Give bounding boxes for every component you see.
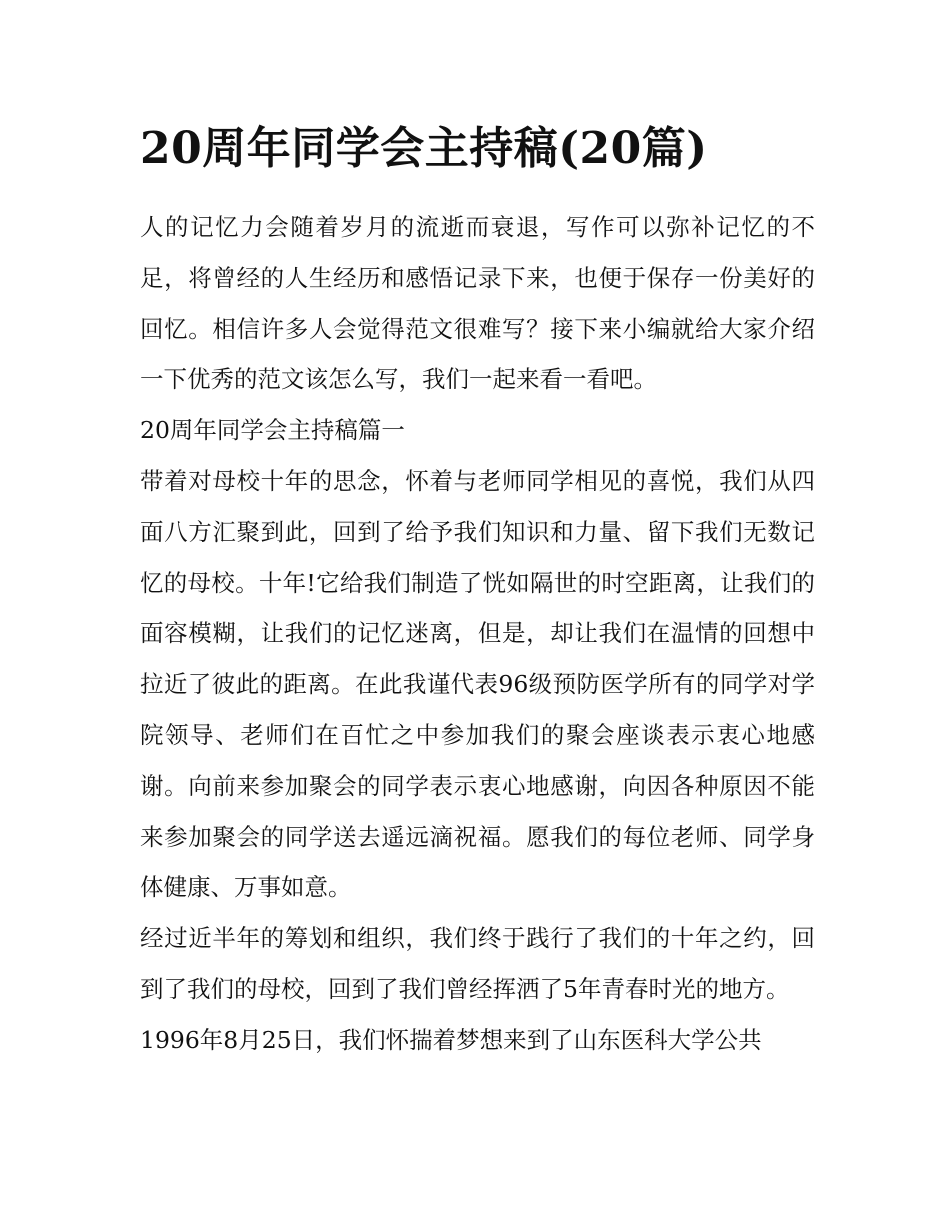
document-body (140, 118, 815, 1066)
body-paragraph: 带着对母校十年的思念，怀着与老师同学相见的喜悦，我们从四面八方汇聚到此，回到了给予我们知识和力量、留下我们无数记忆的母校。十年!它给我们制造了恍如隔世的时空距离，让我们的面容模糊，让我们的记忆迷离，但是，却让我们在温情的回想中拉近了彼此的距离。在此我谨代表96级预防医学所有的同学对学院领导、老师们在百忙之中参加我们的聚会座谈表示衷心地感谢。向前来参加聚会的同学表示衷心地感谢，向因各种原因不能来参加聚会的同学送去遥远滴祝福。愿我们的每位老师、同学身体健康、万事如意。 (140, 466, 815, 902)
body-paragraph: 经过近半年的筹划和组织，我们终于践行了我们的十年之约，回到了我们的母校，回到了我们曾经挥洒了5年青春时光的地方。 (140, 924, 815, 1003)
document-title: 20周年同学会主持稿(20篇) (140, 123, 708, 174)
section-heading: 20周年同学会主持稿篇一 (140, 416, 405, 445)
body-paragraph: 1996年8月25日，我们怀揣着梦想来到了山东医科大学公共 (140, 1025, 762, 1054)
intro-paragraph: 人的记忆力会随着岁月的流逝而衰退，写作可以弥补记忆的不足，将曾经的人生经历和感悟记录下来，也便于保存一份美好的回忆。相信许多人会觉得范文很难写？接下来小编就给大家介绍一下优秀的范文该怎么写，我们一起来看一看吧。 (140, 213, 815, 394)
